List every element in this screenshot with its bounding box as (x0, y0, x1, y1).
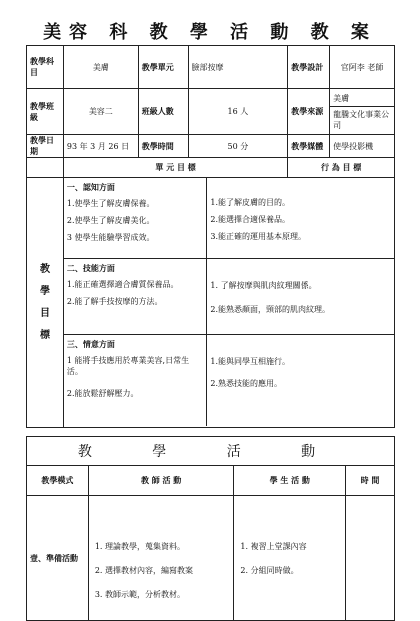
student-activities (234, 496, 346, 621)
activity-banner: 教 學 活 動 (27, 437, 395, 466)
list-item: 2. 分組同時做。 (240, 566, 299, 575)
list-item: 1. 理論教學，蒐集資料。 (94, 542, 186, 551)
unit-value: 臉部按摩 (188, 46, 288, 89)
media-label: 教學媒體 (288, 135, 330, 158)
designer-label: 教學設計 (288, 46, 330, 89)
list-item: 1.使學生了解皮膚保養。 (66, 199, 155, 208)
subject-value: 美膚 (63, 46, 138, 89)
col-time-header: 時 間 (346, 466, 395, 496)
affective-unit-cell (64, 334, 207, 426)
side-char: 目 (39, 307, 50, 319)
designer-value: 官阿李 老師 (330, 46, 395, 89)
activity-table (26, 436, 395, 621)
row-mode-prep: 壹、準備活動 (27, 496, 89, 621)
col-student-header: 學 生 活 動 (234, 466, 346, 496)
section-heading-skill: 二、技能方面 (66, 262, 115, 273)
list-item: 2.能了解手技按摩的方法。 (66, 296, 163, 306)
list-item: 2.使學生了解皮膚美化。 (66, 216, 155, 225)
list-item: 3.能正確的運用基本原理。 (210, 232, 307, 241)
col-teacher-header: 教 師 活 動 (88, 466, 234, 496)
list-item: 3 使學生能驗學習成效。 (66, 233, 155, 242)
source-value (330, 89, 395, 135)
side-char: 教 (39, 263, 50, 275)
time-label: 教學時間 (138, 135, 188, 158)
source-value-line-2: 龍騰文化事業公司 (330, 106, 394, 131)
teacher-activities (88, 496, 234, 621)
list-item: 1.能正確選擇適合膚質保養品。 (66, 279, 179, 289)
cognitive-behavior-cell (207, 178, 394, 258)
lesson-plan-table (26, 45, 395, 428)
affective-behavior-cell (207, 334, 394, 426)
side-char: 學 (39, 285, 50, 297)
section-heading-cognitive: 一、認知方面 (66, 182, 115, 192)
unit-goals-header: 單 元 目 標 (63, 158, 287, 178)
list-item: 1. 了解按摩與肌肉紋理關係。 (210, 280, 317, 290)
list-item: 1. 複習上堂課內容 (240, 542, 307, 551)
time-value: 50 分 (188, 135, 288, 158)
skill-unit-cell (64, 258, 207, 334)
list-item: 2. 選擇教材內容，編寫教案 (94, 566, 194, 575)
section-heading-affective: 三、情意方面 (66, 338, 115, 349)
goals-grid (63, 178, 394, 428)
list-item: 2.能選擇合適保養品。 (210, 215, 291, 224)
time-cell (346, 496, 395, 621)
teaching-goals-side-label (27, 178, 64, 428)
list-item: 1 能將手技應用於專業美容,日常生活。 (66, 355, 190, 376)
source-label: 教學來源 (288, 89, 330, 135)
skill-behavior-cell (207, 258, 394, 334)
list-item: 2.熟悉技能的應用。 (210, 378, 283, 388)
page-title: 美容 科 教 學 活 動 教 案 (43, 22, 377, 43)
class-label: 教學班級 (27, 89, 64, 135)
list-item: 2.能熟悉顏面，頸部的肌肉紋理。 (210, 304, 331, 314)
unit-label: 教學單元 (138, 46, 188, 89)
list-item: 1.能與同學互相施行。 (210, 356, 291, 366)
list-item: 3. 教師示範，分析教材。 (94, 590, 186, 599)
date-label: 教學日期 (27, 135, 64, 158)
list-item: 1.能了解皮膚的目的。 (210, 198, 291, 207)
behavior-goals-header: 行 為 目 標 (288, 158, 395, 178)
class-value: 美容二 (63, 89, 138, 135)
count-label: 班級人數 (138, 89, 188, 135)
date-value: 93 年 3 月 26 日 (63, 135, 138, 158)
col-mode-header: 教學模式 (27, 466, 89, 496)
cognitive-unit-cell (64, 178, 207, 258)
source-value-line-1: 美膚 (333, 93, 350, 103)
media-value: 使學投影機 (330, 135, 395, 158)
subject-label: 教學科目 (27, 46, 64, 89)
list-item: 2.能放鬆舒解壓力。 (66, 388, 139, 398)
count-value: 16 人 (188, 89, 288, 135)
side-char: 標 (39, 329, 50, 341)
